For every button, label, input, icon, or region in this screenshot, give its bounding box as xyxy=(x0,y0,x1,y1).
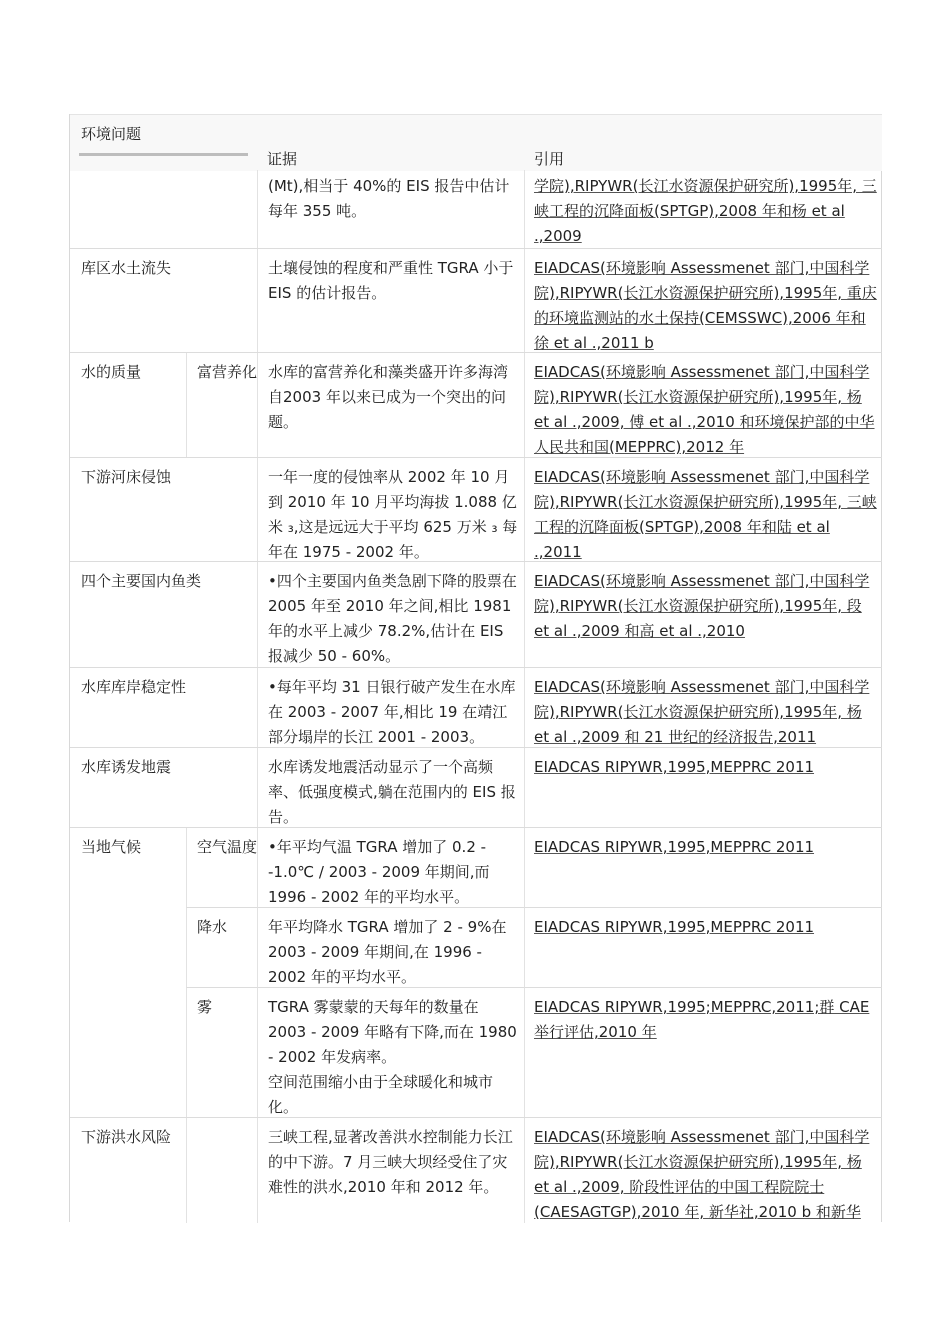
table-row xyxy=(70,170,882,248)
evidence-cell: 土壤侵蚀的程度和严重性 TGRA 小于 EIS 的估计报告。 xyxy=(257,249,524,353)
evidence-cell: 一年一度的侵蚀率从 2002 年 10 月到 2010 年 10 月平均海拔 1.088 亿米 ₃,这是远远大于平均 625 万米 ₃ 每年在 1975 - 2002 年。 xyxy=(257,458,524,562)
comparison-table xyxy=(69,114,882,1222)
evidence-cell: (Mt),相当于 40%的 EIS 报告中估计每年 355 吨。 xyxy=(257,170,524,248)
table-row xyxy=(70,352,882,458)
issue-cell: 下游河床侵蚀 xyxy=(81,468,172,486)
table-row xyxy=(70,747,882,828)
citation-link[interactable]: EIADCAS RIPYWR,1995,MEPPRC 2011 xyxy=(524,748,882,828)
issue-cell xyxy=(70,907,186,987)
issue-cell: 下游洪水风险 xyxy=(81,1128,172,1146)
citation-link[interactable]: EIADCAS(环境影响 Assessmenet 部门,中国科学院),RIPYWR(长江水资源保护研究所),1995年, 杨 et al .,2009, 阶段性评估的中国工程院院士(CAESAGTGP),2010 年, 新华社,2010 b 和新华 xyxy=(524,1118,882,1223)
issue-cell: 水库库岸稳定性 xyxy=(81,678,187,696)
table-row xyxy=(70,248,882,353)
issue-cell: 当地气候 xyxy=(81,838,142,856)
evidence-text-2: 空间范围缩小由于全球暖化和城市化。 xyxy=(268,1073,494,1116)
issue-cell: 水的质量 xyxy=(81,363,142,381)
sub-issue-cell: 雾 xyxy=(186,987,257,1117)
citation-link[interactable]: EIADCAS(环境影响 Assessmenet 部门,中国科学院),RIPYWR(长江水资源保护研究所),1995年, 三峡工程的沉降面板(SPTGP),2008 年和陆 et al .,2011 xyxy=(524,458,882,562)
table-header xyxy=(70,114,882,171)
sub-issue-cell: 降水 xyxy=(186,907,257,987)
citation-link[interactable]: EIADCAS RIPYWR,1995,MEPPRC 2011 xyxy=(524,828,882,908)
evidence-text: TGRA 雾蒙蒙的天每年的数量在 2003 - 2009 年略有下降,而在 1980 - 2002 年发病率。 xyxy=(268,998,517,1066)
issue-cell: 四个主要国内鱼类 xyxy=(81,572,202,590)
issue-cell: 库区水土流失 xyxy=(81,259,172,277)
table-row xyxy=(70,667,882,748)
citation-link[interactable]: EIADCAS(环境影响 Assessmenet 部门,中国科学院),RIPYWR(长江水资源保护研究所),1995年, 杨 et al .,2009, 傅 et al .,2010 和环境保护部的中华人民共和国(MEPPRC),2012 年 xyxy=(524,353,882,458)
citation-link[interactable]: EIADCAS(环境影响 Assessmenet 部门,中国科学院),RIPYWR(长江水资源保护研究所),1995年, 重庆的环境监测站的水土保持(CEMSSWC),2006 年和徐 et al .,2011 b xyxy=(524,249,882,353)
citation-link[interactable]: 学院),RIPYWR(长江水资源保护研究所),1995年, 三峡工程的沉降面板(SPTGP),2008 年和杨 et al .,2009 xyxy=(524,170,882,248)
evidence-cell: •年平均气温 TGRA 增加了 0.2 - -1.0℃ / 2003 - 2009 年期间,而 1996 - 2002 年的平均水平。 xyxy=(257,828,524,908)
table-row xyxy=(70,987,882,1117)
table-row xyxy=(70,827,882,908)
header-citation: 引用 xyxy=(534,150,565,168)
sub-issue-cell xyxy=(186,1118,257,1223)
evidence-cell: •四个主要国内鱼类急剧下降的股票在 2005 年至 2010 年之间,相比 1981 年的水平上减少 78.2%,估计在 EIS 报减少 50 - 60%。 xyxy=(257,562,524,668)
evidence-cell: 水库的富营养化和藻类盛开许多海湾自2003 年以来已成为一个突出的问题。 xyxy=(257,353,524,458)
evidence-cell: •每年平均 31 日银行破产发生在水库在 2003 - 2007 年,相比 19 在靖江部分塌岸的长江 2001 - 2003。 xyxy=(257,668,524,748)
table-row xyxy=(70,1117,882,1223)
header-evidence: 证据 xyxy=(267,150,298,168)
issue-cell xyxy=(70,170,257,248)
citation-link[interactable]: EIADCAS RIPYWR,1995;MEPPRC,2011;群 CAE 举行评估,2010 年 xyxy=(524,987,882,1117)
table-row xyxy=(70,561,882,668)
evidence-cell: 年平均降水 TGRA 增加了 2 - 9%在 2003 - 2009 年期间,在 1996 - 2002 年的平均水平。 xyxy=(257,907,524,987)
table-row xyxy=(70,907,882,987)
citation-link[interactable]: EIADCAS RIPYWR,1995,MEPPRC 2011 xyxy=(524,907,882,987)
header-issue: 环境问题 xyxy=(81,125,142,143)
header-divider xyxy=(79,153,248,156)
sub-issue-cell: 空气温度 xyxy=(186,828,257,908)
citation-link[interactable]: EIADCAS(环境影响 Assessmenet 部门,中国科学院),RIPYWR(长江水资源保护研究所),1995年, 杨 et al .,2009 和 21 世纪的经济报告,2011 xyxy=(524,668,882,748)
evidence-cell xyxy=(257,987,524,1117)
citation-link[interactable]: EIADCAS(环境影响 Assessmenet 部门,中国科学院),RIPYWR(长江水资源保护研究所),1995年, 段 et al .,2009 和高 et al .,2010 xyxy=(524,562,882,668)
issue-cell: 水库诱发地震 xyxy=(81,758,172,776)
evidence-cell: 水库诱发地震活动显示了一个高频率、低强度模式,躺在范围内的 EIS 报告。 xyxy=(257,748,524,828)
issue-cell xyxy=(70,987,186,1117)
table-row xyxy=(70,457,882,562)
sub-issue-cell: 富营养化 xyxy=(186,353,257,458)
evidence-cell: 三峡工程,显著改善洪水控制能力长江的中下游。7 月三峡大坝经受住了灾难性的洪水,2010 年和 2012 年。 xyxy=(257,1118,524,1223)
